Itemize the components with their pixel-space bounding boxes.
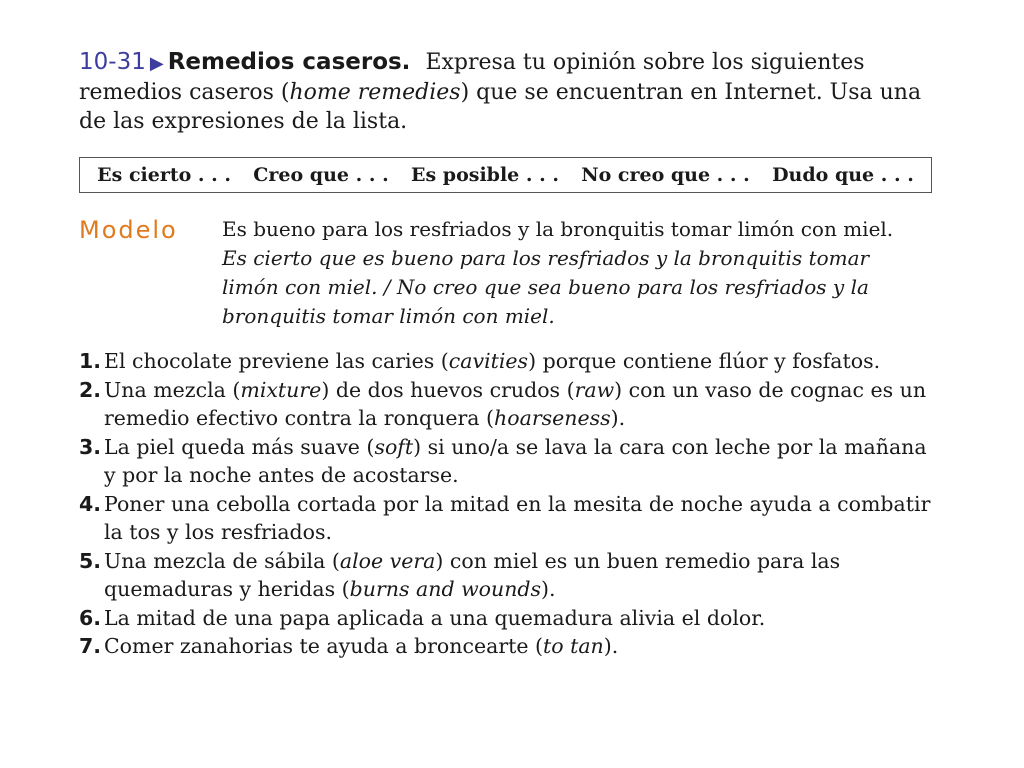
- item-text-segment: ) con un vaso de cognac es un remedio efectivo contra la ronquera (: [104, 377, 927, 430]
- item-number: 4.: [79, 491, 102, 516]
- item-text-segment: ) si uno/a se lava la cara con leche por la mañana y por la noche antes de acostarse.: [104, 434, 927, 487]
- item-text-segment: Una mezcla (: [104, 377, 241, 402]
- expression-box: [79, 157, 932, 193]
- item-text-segment: Poner una cebolla cortada por la mitad en la mesita de noche ayuda a combatir la tos y los resfriados.: [104, 491, 931, 544]
- play-triangle-icon: ▶: [149, 53, 164, 74]
- list-item: [79, 632, 939, 661]
- item-english-gloss: raw: [574, 377, 615, 402]
- model-statement: Es bueno para los resfriados y la bronquitis tomar limón con miel.: [222, 217, 894, 241]
- exercise-page: [79, 48, 939, 661]
- model-label: Modelo: [79, 216, 178, 244]
- item-text: [104, 632, 939, 661]
- item-number: 6.: [79, 605, 102, 630]
- item-text: [104, 347, 939, 376]
- exercise-heading: [79, 48, 939, 136]
- list-item: [79, 433, 939, 490]
- expression-item: Creo que . . .: [253, 164, 389, 186]
- item-text-segment: Una mezcla de sábila (: [104, 548, 340, 573]
- instructions-part1: Expresa tu opinión sobre los siguientes remedios caseros (: [79, 50, 865, 105]
- exercise-title: Remedios caseros.: [167, 49, 411, 75]
- expression-item: No creo que . . .: [581, 164, 750, 186]
- item-english-gloss: burns and wounds: [349, 577, 542, 601]
- item-number: 2.: [79, 377, 102, 402]
- item-english-gloss: soft: [374, 434, 414, 459]
- exercise-number: 10-31: [79, 49, 146, 75]
- item-text: [104, 490, 939, 547]
- item-text-segment: ).: [603, 634, 619, 658]
- item-text-segment: La piel queda más suave (: [104, 434, 375, 459]
- expression-item: Es posible . . .: [411, 164, 559, 186]
- item-text: [104, 376, 939, 433]
- list-item: [79, 490, 939, 547]
- list-item: [79, 547, 939, 604]
- item-text-segment: ) porque contiene flúor y fosfatos.: [528, 349, 881, 373]
- item-english-gloss: hoarseness: [494, 406, 611, 430]
- instructions-part2: ) que se encuentran en Internet. Usa una de las expresiones de la lista.: [79, 80, 922, 134]
- item-number: 5.: [79, 548, 102, 573]
- item-text: [104, 604, 939, 633]
- model-text: [222, 215, 932, 331]
- item-english-gloss: mixture: [240, 377, 322, 402]
- model-section: [79, 215, 939, 331]
- item-list: [79, 347, 939, 661]
- item-text-segment: ) de dos huevos crudos (: [321, 377, 575, 402]
- item-text-segment: El chocolate previene las caries (: [104, 349, 449, 373]
- item-english-gloss: to tan: [543, 634, 604, 658]
- item-number: 1.: [79, 349, 102, 373]
- item-text-segment: Comer zanahorias te ayuda a broncearte (: [104, 634, 543, 658]
- list-item: [79, 604, 939, 633]
- item-text-segment: ) con miel es un buen remedio para las quemaduras y heridas (: [104, 548, 841, 601]
- item-english-gloss: aloe vera: [339, 548, 436, 573]
- item-text: [104, 547, 939, 604]
- item-text-segment: ).: [610, 406, 626, 430]
- list-item: [79, 376, 939, 433]
- expression-item: Dudo que . . .: [772, 164, 914, 186]
- list-item: [79, 347, 939, 376]
- item-text: [104, 433, 939, 490]
- item-text-segment: La mitad de una papa aplicada a una quemadura alivia el dolor.: [104, 605, 766, 630]
- model-answer: Es cierto que es bueno para los resfriados y la bronquitis tomar limón con miel. / No creo que sea bueno para los resfriados y la bronquitis tomar limón con miel.: [222, 246, 870, 328]
- item-english-gloss: cavities: [448, 349, 529, 373]
- item-number: 3.: [79, 434, 102, 459]
- item-number: 7.: [79, 634, 102, 658]
- expression-item: Es cierto . . .: [97, 164, 231, 186]
- item-text-segment: ).: [541, 577, 556, 601]
- instructions-english: home remedies: [289, 80, 461, 105]
